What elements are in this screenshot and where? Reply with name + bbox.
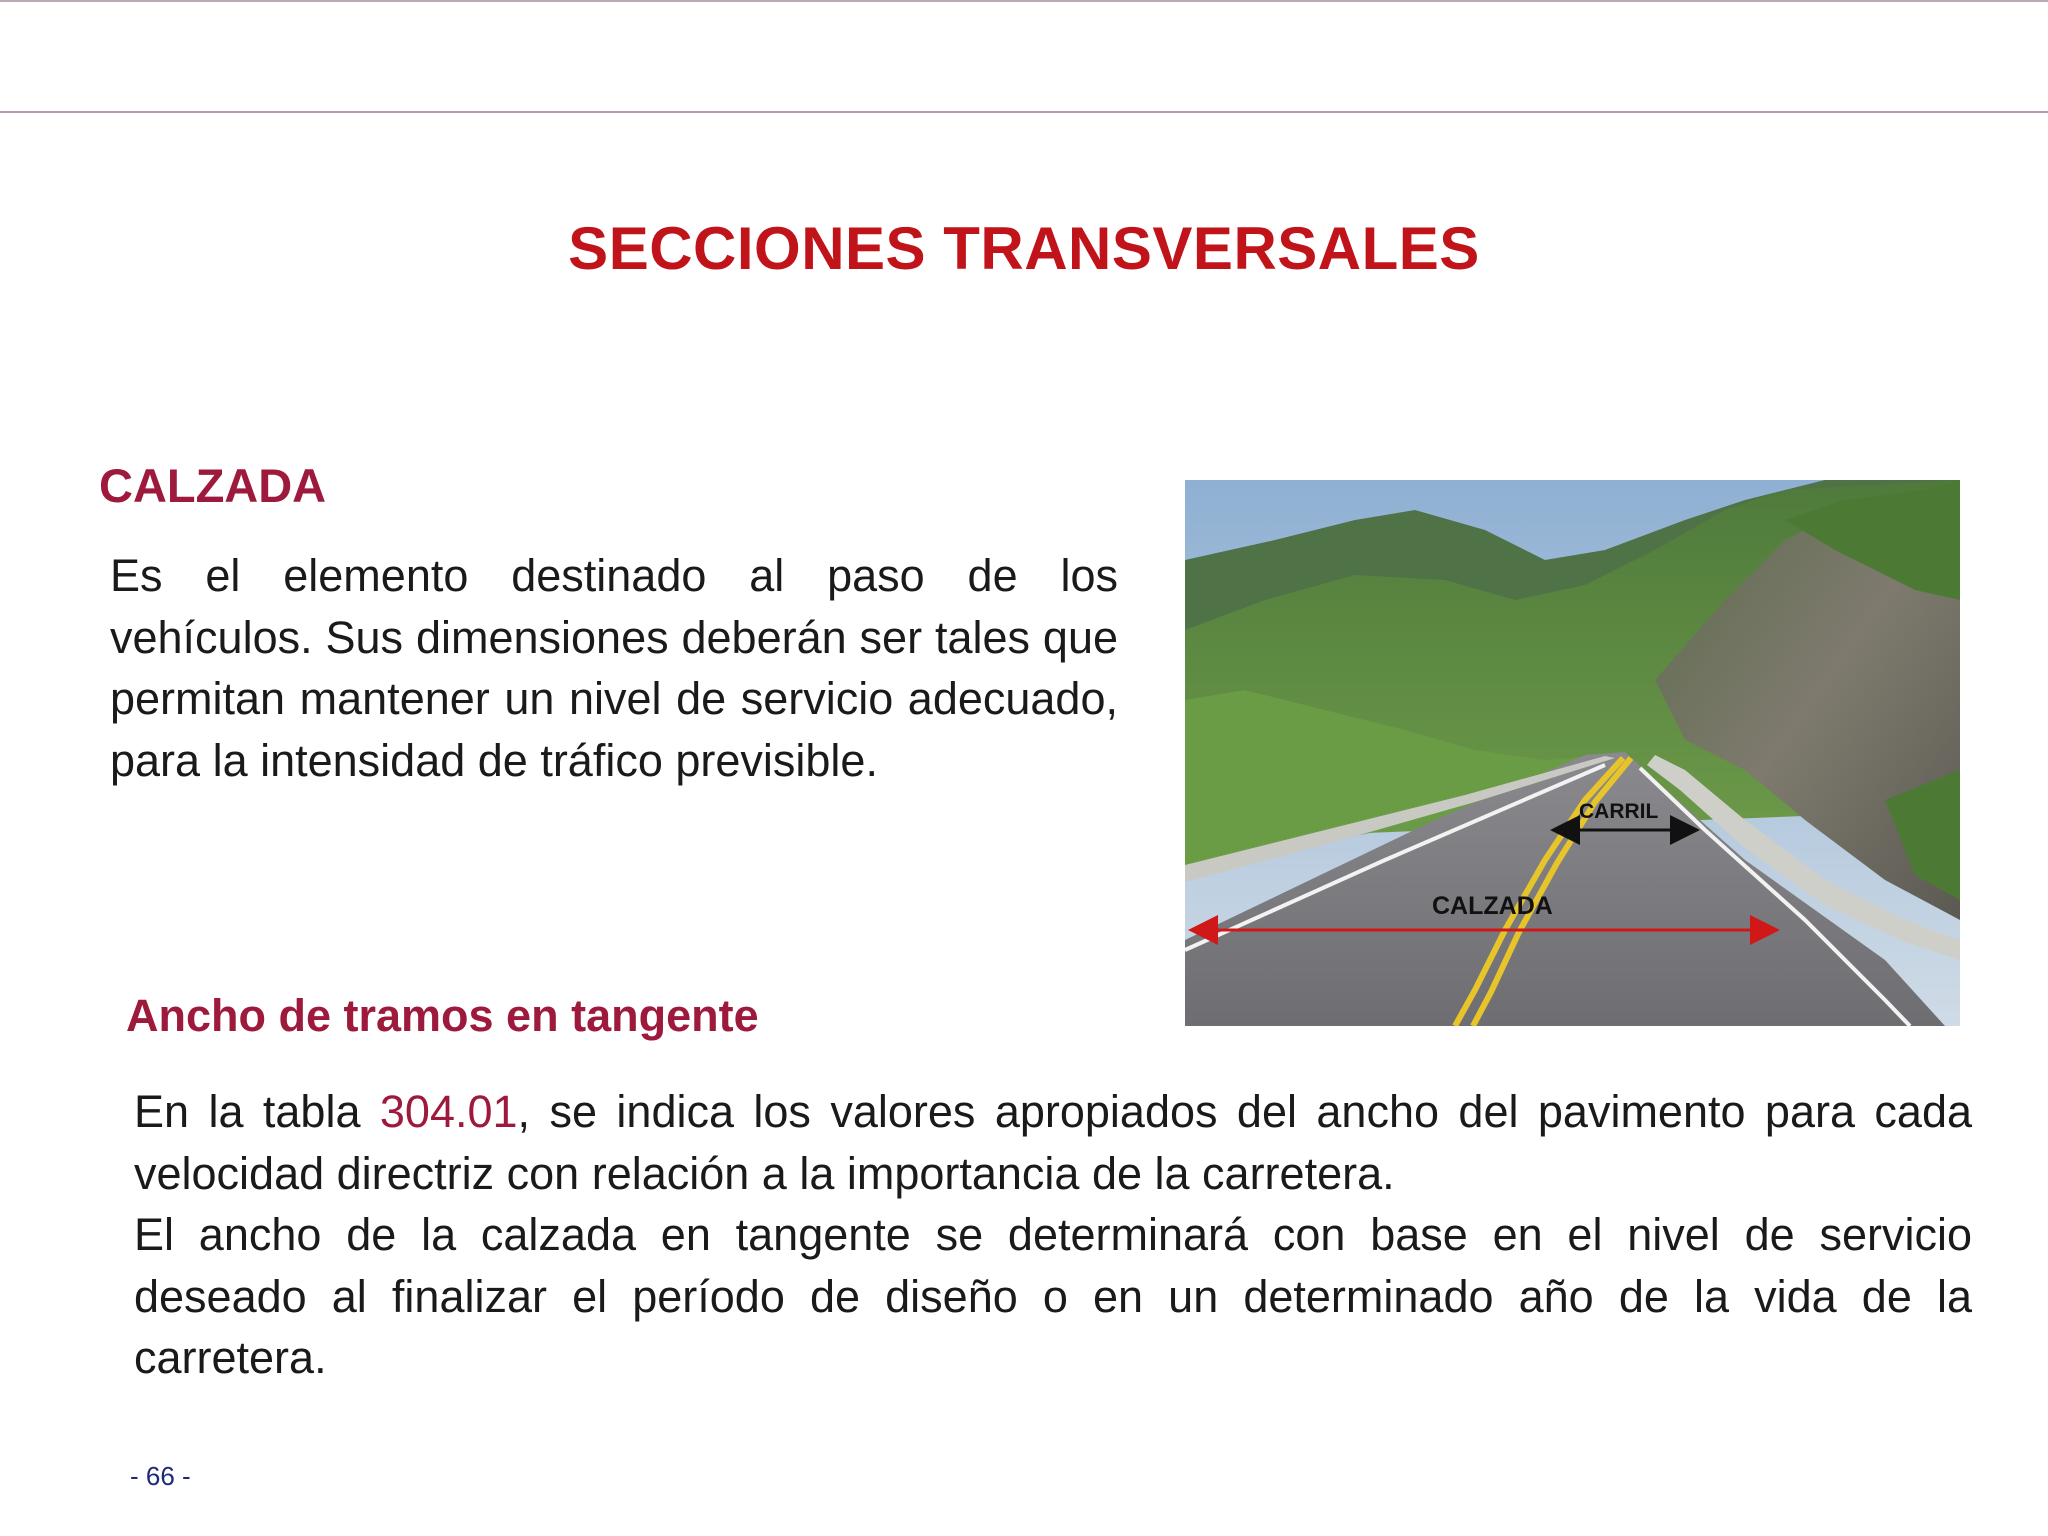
calzada-heading: CALZADA — [99, 459, 327, 512]
road-illustration — [1185, 480, 1960, 1026]
ancho-p1-start: En la tabla — [134, 1086, 380, 1137]
ancho-heading: Ancho de tramos en tangente — [126, 990, 759, 1041]
top-rule — [0, 0, 2048, 2]
table-reference: 304.01 — [379, 1086, 518, 1137]
header-rule — [0, 111, 2048, 113]
ancho-p1-end: , se indica los valores apropiados del ancho del pavimento para cada velocidad directriz con relación a la importancia de la carretera. — [134, 1086, 1972, 1199]
ancho-paragraph-1 — [134, 1081, 1972, 1204]
carril-label: CARRIL — [1579, 800, 1659, 823]
road-photo — [1185, 480, 1960, 1026]
ancho-paragraph-2: El ancho de la calzada en tangente se determinará con base en el nivel de servicio deseado al finalizar el período de diseño o en un determinado año de la vida de la carretera. — [134, 1209, 1972, 1383]
page-number: - 66 - — [130, 1461, 191, 1491]
calzada-paragraph: Es el elemento destinado al paso de los vehículos. Sus dimensiones deberán ser tales que permitan mantener un nivel de servicio adecuado, para la intensidad de tráfico previsible. — [110, 550, 1118, 786]
ancho-paragraph — [134, 1081, 1972, 1389]
calzada-photo-label: CALZADA — [1432, 892, 1553, 920]
slide-title: SECCIONES TRANSVERSALES — [568, 215, 1480, 282]
